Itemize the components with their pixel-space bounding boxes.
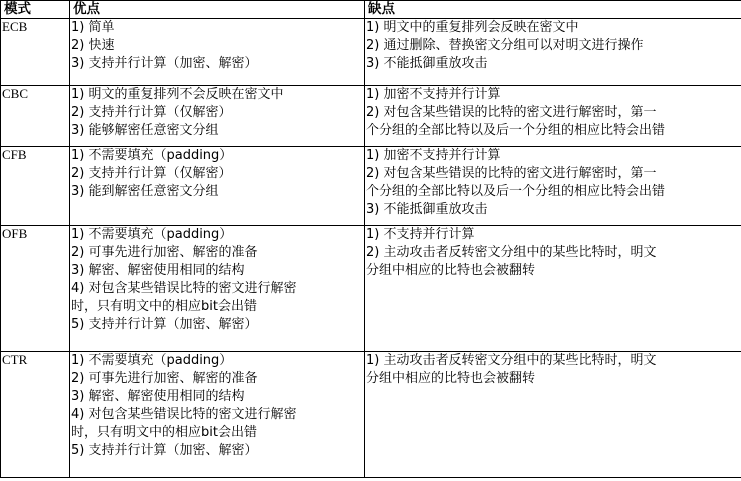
table-row — [1, 86, 741, 147]
pro-item: 4) 对包含某些错误比特的密文进行解密 — [71, 407, 297, 422]
pro-item: 3) 能够解密任意密文分组 — [71, 123, 219, 138]
con-item: 3) 不能抵御重放攻击 — [366, 202, 488, 217]
pro-item: 2) 支持并行计算（仅解密） — [71, 166, 232, 181]
con-item: 个分组的全部比特以及后一个分组的相应比特会出错 — [366, 184, 666, 199]
pro-item: 3) 支持并行计算（加密、解密） — [71, 56, 258, 71]
con-item: 1) 明文中的重复排列会反映在密文中 — [366, 20, 579, 35]
pro-item: 1) 不需要填充（padding） — [71, 353, 233, 368]
pros-cell — [70, 147, 365, 226]
pro-item: 1) 不需要填充（padding） — [71, 148, 233, 163]
pro-item: 2) 可事先进行加密、解密的准备 — [71, 371, 258, 386]
con-item: 2) 对包含某些错误的比特的密文进行解密时，第一 — [366, 105, 657, 120]
con-item: 3) 不能抵御重放攻击 — [366, 56, 488, 71]
header-mode: 模式 — [1, 1, 70, 19]
pro-item: 2) 支持并行计算（仅解密） — [71, 105, 232, 120]
pros-cell — [70, 86, 365, 147]
cons-cell — [365, 352, 741, 478]
cons-cell — [365, 147, 741, 226]
table-row — [1, 19, 741, 86]
con-item: 1) 主动攻击者反转密文分组中的某些比特时，明文 — [366, 353, 657, 368]
cons-cell — [365, 86, 741, 147]
pro-item: 4) 对包含某些错误比特的密文进行解密 — [71, 281, 297, 296]
pro-item: 3) 能到解密任意密文分组 — [71, 184, 219, 199]
table-row — [1, 352, 741, 478]
con-item: 个分组的全部比特以及后一个分组的相应比特会出错 — [366, 123, 666, 138]
pros-cell — [70, 19, 365, 86]
cons-cell — [365, 226, 741, 352]
pro-item: 时，只有明文中的相应bit会出错 — [71, 299, 257, 314]
header-pros: 优点 — [70, 1, 365, 19]
pro-item: 2) 可事先进行加密、解密的准备 — [71, 245, 258, 260]
pros-cell — [70, 226, 365, 352]
pro-item: 3) 解密、解密使用相同的结构 — [71, 389, 245, 404]
header-cons: 缺点 — [365, 1, 741, 19]
pro-item: 1) 简单 — [71, 20, 115, 35]
mode-name: OFB — [1, 226, 70, 352]
header-row — [1, 1, 741, 19]
cons-cell — [365, 19, 741, 86]
con-item: 分组中相应的比特也会被翻转 — [366, 371, 536, 386]
mode-name: CBC — [1, 86, 70, 147]
pro-item: 时，只有明文中的相应bit会出错 — [71, 425, 257, 440]
mode-name: ECB — [1, 19, 70, 86]
mode-name: CTR — [1, 352, 70, 478]
pro-item: 2) 快速 — [71, 38, 115, 53]
mode-name: CFB — [1, 147, 70, 226]
pro-item: 1) 不需要填充（padding） — [71, 227, 233, 242]
pro-item: 3) 解密、解密使用相同的结构 — [71, 263, 245, 278]
table-row — [1, 147, 741, 226]
con-item: 分组中相应的比特也会被翻转 — [366, 263, 536, 278]
con-item: 2) 通过删除、替换密文分组可以对明文进行操作 — [366, 38, 644, 53]
pro-item: 5) 支持并行计算（加密、解密） — [71, 443, 258, 458]
con-item: 2) 主动攻击者反转密文分组中的某些比特时，明文 — [366, 245, 657, 260]
pros-cell — [70, 352, 365, 478]
con-item: 2) 对包含某些错误的比特的密文进行解密时，第一 — [366, 166, 657, 181]
pro-item: 5) 支持并行计算（加密、解密） — [71, 317, 258, 332]
con-item: 1) 不支持并行计算 — [366, 227, 475, 242]
pro-item: 1) 明文的重复排列不会反映在密文中 — [71, 87, 284, 102]
con-item: 1) 加密不支持并行计算 — [366, 148, 501, 163]
con-item: 1) 加密不支持并行计算 — [366, 87, 501, 102]
table-row — [1, 226, 741, 352]
